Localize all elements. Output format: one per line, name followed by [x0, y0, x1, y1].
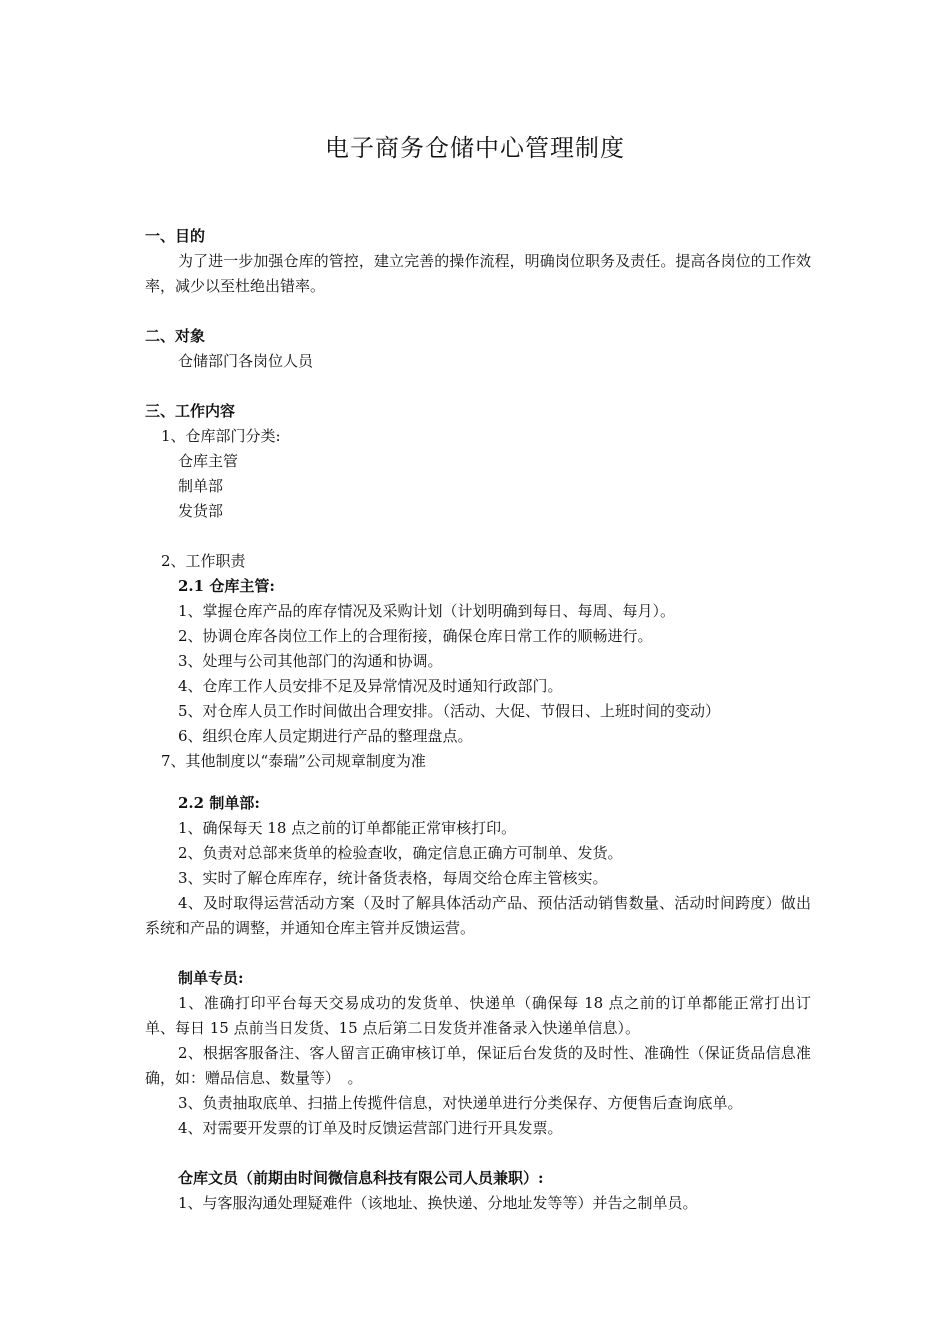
- spacer: [145, 1141, 811, 1166]
- target-text: 仓储部门各岗位人员: [178, 352, 314, 370]
- list-item: 4、及时取得运营活动方案（及时了解具体活动产品、预估活动销售数量、活动时间跨度）做出系统和产品的调整，并通知仓库主管并反馈运营。: [145, 894, 811, 937]
- section-heading-purpose: 一、目的: [145, 227, 206, 245]
- subsection-heading-orders: 2.2 制单部:: [178, 794, 260, 812]
- document-body: [145, 224, 811, 1216]
- list-item: 1、掌握仓库产品的库存情况及采购计划（计划明确到每日、每周、每月）。: [178, 602, 676, 620]
- list-item: 1、准确打印平台每天交易成功的发货单、快递单（确保每 18 点之前的订单都能正常打出订单、每日 15 点前当日发货、15 点后第二日发货并准备录入快递单信息）。: [145, 994, 811, 1037]
- subsection-heading-clerk: 制单专员:: [178, 969, 244, 987]
- subsection-heading-secretary: 仓库文员（前期由时间微信息科技有限公司人员兼职）:: [178, 1169, 544, 1187]
- list-item: 2、协调仓库各岗位工作上的合理衔接，确保仓库日常工作的顺畅进行。: [178, 627, 653, 645]
- duty-heading: 2、工作职责: [161, 552, 246, 570]
- other-rule-text: 7、其他制度以“泰瑞”公司规章制度为准: [161, 752, 426, 770]
- department-item: 发货部: [178, 502, 224, 520]
- subsection-heading-manager: 2.1 仓库主管:: [178, 577, 275, 595]
- list-item: 3、实时了解仓库库存，统计备货表格，每周交给仓库主管核实。: [178, 869, 608, 887]
- section-heading-work: 三、工作内容: [145, 402, 236, 420]
- list-item: 1、确保每天 18 点之前的订单都能正常审核打印。: [178, 819, 517, 837]
- list-item: 2、根据客服备注、客人留言正确审核订单，保证后台发货的及时性、准确性（保证货品信息准确，如：赠品信息、数量等） 。: [145, 1044, 811, 1087]
- list-item: 1、与客服沟通处理疑难件（该地址、换快递、分地址发等等）并告之制单员。: [178, 1194, 698, 1212]
- spacer: [145, 299, 811, 324]
- spacer: [145, 374, 811, 399]
- spacer: [145, 774, 811, 791]
- spacer: [145, 524, 811, 549]
- purpose-paragraph: 为了进一步加强仓库的管控，建立完善的操作流程，明确岗位职务及责任。提高各岗位的工作效率，减少以至杜绝出错率。: [145, 252, 811, 295]
- department-item: 仓库主管: [178, 452, 239, 470]
- department-item: 制单部: [178, 477, 224, 495]
- list-item: 5、对仓库人员工作时间做出合理安排。（活动、大促、节假日、上班时间的变动）: [178, 702, 721, 720]
- list-item: 6、组织仓库人员定期进行产品的整理盘点。: [178, 727, 473, 745]
- list-item: 2、负责对总部来货单的检验查收，确定信息正确方可制单、发货。: [178, 844, 623, 862]
- list-item: 4、对需要开发票的订单及时反馈运营部门进行开具发票。: [178, 1119, 563, 1137]
- document-title: 电子商务仓储中心管理制度: [325, 134, 625, 162]
- department-category-heading: 1、仓库部门分类:: [161, 427, 281, 445]
- list-item: 4、仓库工作人员安排不足及异常情况及时通知行政部门。: [178, 677, 563, 695]
- list-item: 3、负责抽取底单、扫描上传揽件信息，对快递单进行分类保存、方便售后查询底单。: [178, 1094, 743, 1112]
- section-heading-target: 二、对象: [145, 327, 206, 345]
- spacer: [145, 941, 811, 966]
- list-item: 3、处理与公司其他部门的沟通和协调。: [178, 652, 443, 670]
